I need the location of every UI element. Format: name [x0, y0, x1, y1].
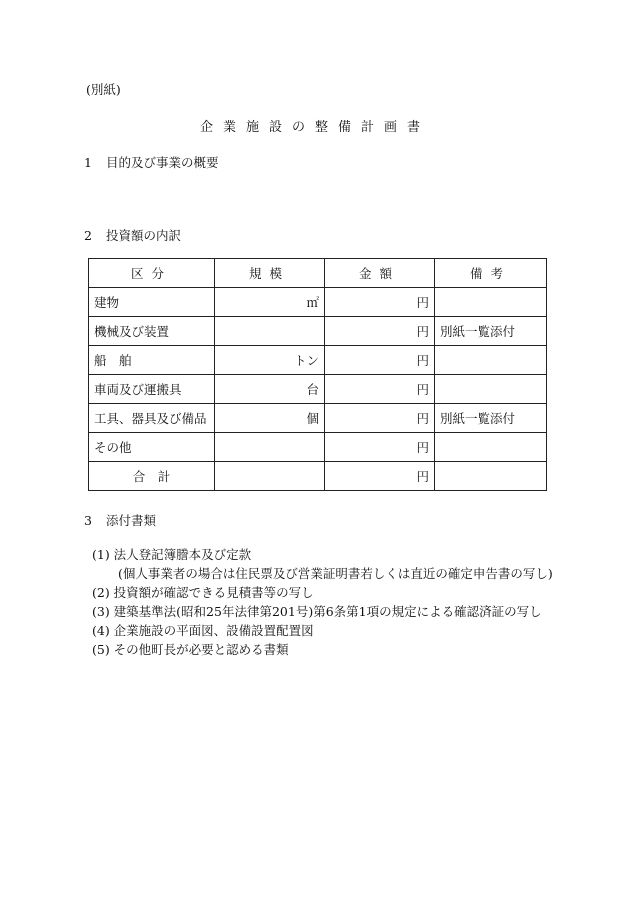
total-label: 合 計 [89, 462, 215, 491]
section-3-heading [84, 511, 156, 529]
row-category: その他 [89, 433, 215, 462]
list-item: (5) その他町長が必要と認める書類 [92, 642, 289, 657]
row-scale: トン [215, 346, 325, 375]
row-note: 別紙一覧添付 [435, 404, 547, 433]
header-category: 区分 [89, 259, 215, 288]
row-amount: 円 [325, 346, 435, 375]
row-category: 建物 [89, 288, 215, 317]
attachment-label: (別紙) [86, 82, 121, 97]
total-amount: 円 [325, 462, 435, 491]
table-total-row [89, 462, 547, 491]
table-row [89, 288, 547, 317]
table-row [89, 346, 547, 375]
row-scale [215, 462, 325, 491]
row-category: 機械及び装置 [89, 317, 215, 346]
row-note [435, 375, 547, 404]
row-scale: 台 [215, 375, 325, 404]
row-amount: 円 [325, 404, 435, 433]
section-2-heading [84, 226, 181, 244]
header-amount: 金額 [325, 259, 435, 288]
row-category: 車両及び運搬具 [89, 375, 215, 404]
row-category: 船 舶 [89, 346, 215, 375]
document-title: 企業施設の整備計画書 [199, 120, 430, 135]
row-scale [215, 433, 325, 462]
table-row [89, 317, 547, 346]
row-amount: 円 [325, 317, 435, 346]
section-number: 1 [84, 155, 92, 170]
list-item-note: (個人事業者の場合は住民票及び営業証明書若しくは直近の確定申告書の写し) [118, 566, 553, 581]
section-title: 目的及び事業の概要 [106, 155, 219, 170]
row-note [435, 433, 547, 462]
section-1-heading [84, 153, 219, 171]
row-scale [215, 317, 325, 346]
table-header-row [89, 259, 547, 288]
row-note [435, 346, 547, 375]
row-note [435, 462, 547, 491]
row-category: 工具、器具及び備品 [89, 404, 215, 433]
row-amount: 円 [325, 433, 435, 462]
table-row [89, 433, 547, 462]
section-number: 3 [84, 513, 92, 528]
list-item: (1) 法人登記簿謄本及び定款 [92, 547, 252, 562]
investment-table [88, 258, 547, 491]
header-note: 備考 [435, 259, 547, 288]
table-row [89, 375, 547, 404]
header-scale: 規模 [215, 259, 325, 288]
row-amount: 円 [325, 375, 435, 404]
attachment-list [92, 545, 553, 659]
section-title: 投資額の内訳 [106, 228, 182, 243]
row-note [435, 288, 547, 317]
section-number: 2 [84, 228, 92, 243]
list-item: (4) 企業施設の平面図、設備設置配置図 [92, 623, 314, 638]
row-note: 別紙一覧添付 [435, 317, 547, 346]
list-item: (2) 投資額が確認できる見積書等の写し [92, 585, 314, 600]
section-title: 添付書類 [106, 513, 157, 528]
row-scale: ㎡ [215, 288, 325, 317]
row-scale: 個 [215, 404, 325, 433]
table-row [89, 404, 547, 433]
list-item: (3) 建築基準法(昭和25年法律第201号)第6条第1項の規定による確認済証の写し [92, 604, 542, 619]
row-amount: 円 [325, 288, 435, 317]
